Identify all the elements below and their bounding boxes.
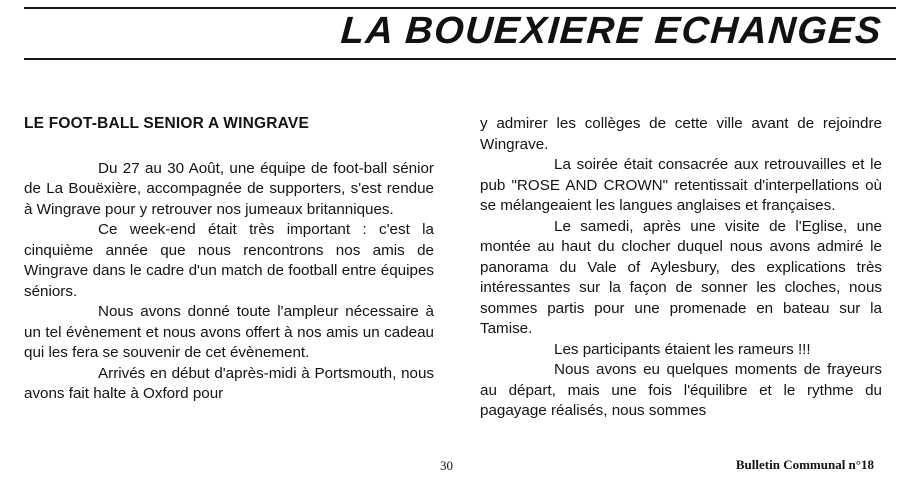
masthead-title: LA BOUEXIERE ECHANGES <box>339 10 884 52</box>
article-headline: LE FOOT-BALL SENIOR A WINGRAVE <box>24 115 309 132</box>
paragraph: Arrivés en début d'après-midi à Portsmouth, nous avons fait halte à Oxford pour <box>24 364 434 402</box>
article-column-right <box>480 114 882 422</box>
paragraph: Ce week-end était très important : c'est la cinquième année que nous rencontrons nos amis de Wingrave dans le cadre d'un match de football entre équipes séniors. <box>24 221 434 300</box>
masthead-rule <box>24 58 896 60</box>
paragraph-continued: y admirer les collèges de cette ville avant de rejoindre Wingrave. <box>480 115 882 153</box>
page-number: 30 <box>440 458 453 473</box>
top-rule <box>24 7 896 9</box>
paragraph: Nous avons eu quelques moments de frayeurs au départ, mais une fois l'équilibre et le rythme du pagayage réalisés, nous sommes <box>480 361 882 419</box>
paragraph: Les participants étaient les rameurs !!! <box>554 340 811 358</box>
paragraph: Nous avons donné toute l'ampleur nécessaire à un tel évènement et nous avons offert à nos amis un cadeau qui les fera se souvenir de cet évènement. <box>24 303 434 361</box>
paragraph: La soirée était consacrée aux retrouvailles et le pub "ROSE AND CROWN" retentissait d'interpellations où se mélangeaient les langues anglaises et françaises. <box>480 156 882 214</box>
bulletin-label: Bulletin Communal n°18 <box>735 457 874 472</box>
paragraph: Le samedi, après une visite de l'Eglise, une montée au haut du clocher duquel nous avons admiré le panorama du Vale of Aylesbury, des explications très intéressantes sur la façon de sonner les cloches, nous sommes partis pour une promenade en bateau sur la Tamise. <box>480 217 882 337</box>
paragraph: Du 27 au 30 Août, une équipe de foot-ball sénior de La Bouëxière, accompagnée de supporters, s'est rendue à Wingrave pour y retrouver nos jumeaux britanniques. <box>24 159 434 218</box>
article-column-left <box>24 114 434 405</box>
